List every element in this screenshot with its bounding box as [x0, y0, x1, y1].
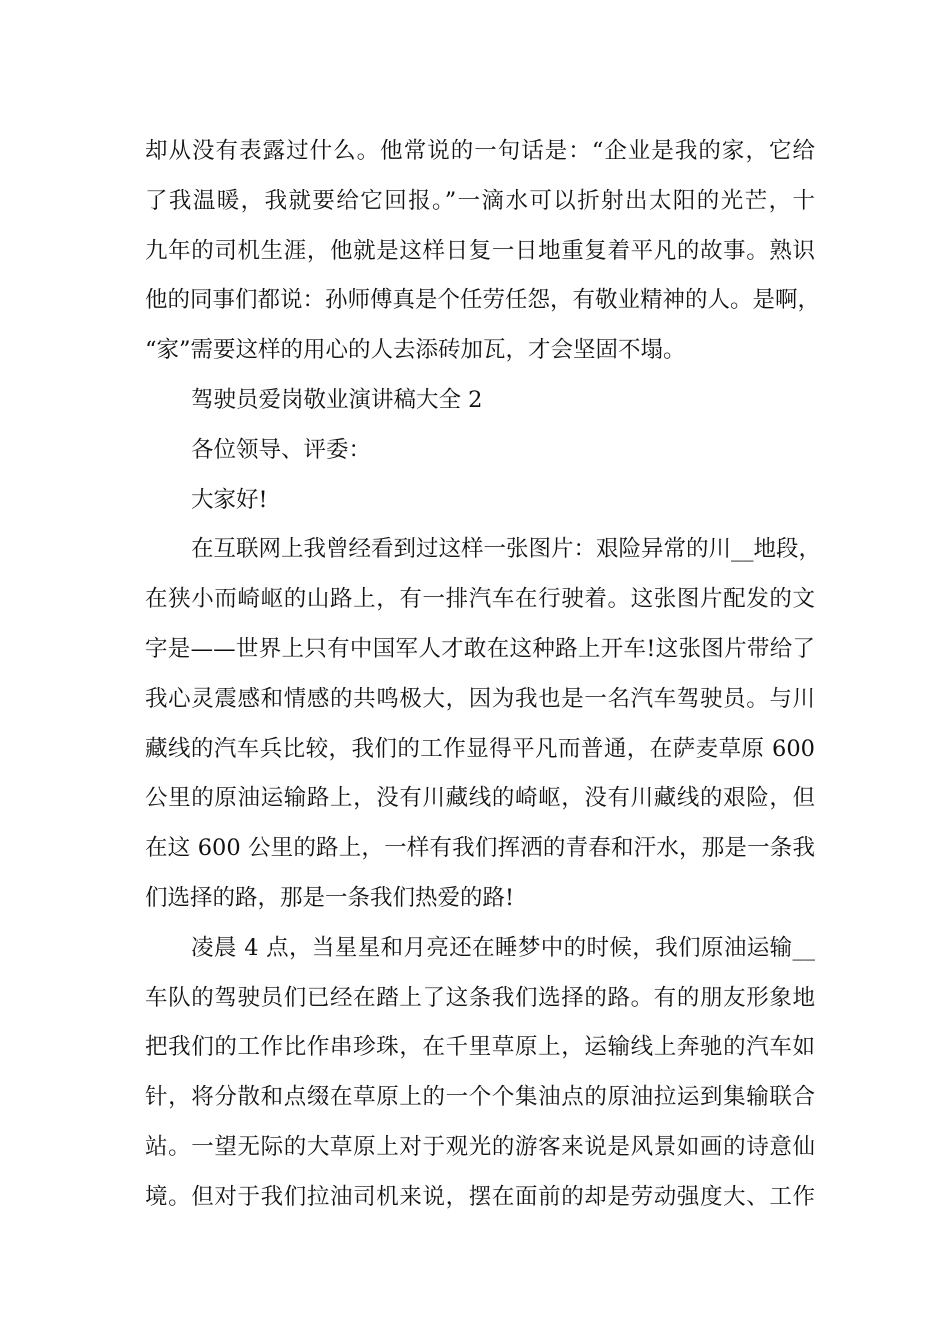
text-line: 公里的原油运输路上，没有川藏线的崎岖，没有川藏线的艰险，但 [145, 785, 815, 812]
text-line: 他的同事们都说：孙师傅真是个任劳任怨，有敬业精神的人。是啊， [145, 287, 821, 314]
text-line: 九年的司机生涯，他就是这样日复一日地重复着平凡的故事。熟识 [145, 237, 815, 264]
text-line: 字是——世界上只有中国军人才敢在这种路上开车!这张图片带给了 [145, 635, 815, 662]
text-line: 却从没有表露过什么。他常说的一句话是：“企业是我的家，它给 [145, 138, 815, 164]
text-line: 们选择的路，那是一条我们热爱的路! [145, 884, 515, 911]
section-heading: 驾驶员爱岗敬业演讲稿大全 2 [191, 386, 483, 413]
text-line: 在互联网上我曾经看到过这样一张图片：艰险异常的川__地段， [191, 536, 822, 563]
text-line: 车队的驾驶员们已经在踏上了这条我们选择的路。有的朋友形象地 [145, 984, 815, 1011]
text-line: 在这 600 公里的路上，一样有我们挥洒的青春和汗水，那是一条我 [145, 835, 815, 862]
text-line: 了我温暖，我就要给它回报。”一滴水可以折射出太阳的光芒，十 [145, 187, 815, 214]
document-body [145, 127, 822, 1223]
text-line: 我心灵震感和情感的共鸣极大，因为我也是一名汽车驾驶员。与川 [145, 685, 815, 712]
text-line: 针，将分散和点缀在草原上的一个个集油点的原油拉运到集输联合 [145, 1084, 815, 1111]
text-line: 境。但对于我们拉油司机来说，摆在面前的却是劳动强度大、工作 [145, 1183, 815, 1210]
text-line: “家”需要这样的用心的人去添砖加瓦，才会坚固不塌。 [145, 337, 686, 364]
text-line: 藏线的汽车兵比较，我们的工作显得平凡而普通，在萨麦草原 600 [145, 735, 815, 762]
greeting: 大家好! [191, 486, 268, 513]
text-line: 把我们的工作比作串珍珠，在千里草原上，运输线上奔驰的汽车如 [145, 1034, 815, 1061]
text-line: 在狭小而崎岖的山路上，有一排汽车在行驶着。这张图片配发的文 [145, 586, 815, 613]
text-line: 凌晨 4 点，当星星和月亮还在睡梦中的时候，我们原油运输__ [191, 934, 815, 961]
text-line: 站。一望无际的大草原上对于观光的游客来说是风景如画的诗意仙 [145, 1133, 815, 1160]
salutation: 各位领导、评委： [191, 436, 372, 463]
